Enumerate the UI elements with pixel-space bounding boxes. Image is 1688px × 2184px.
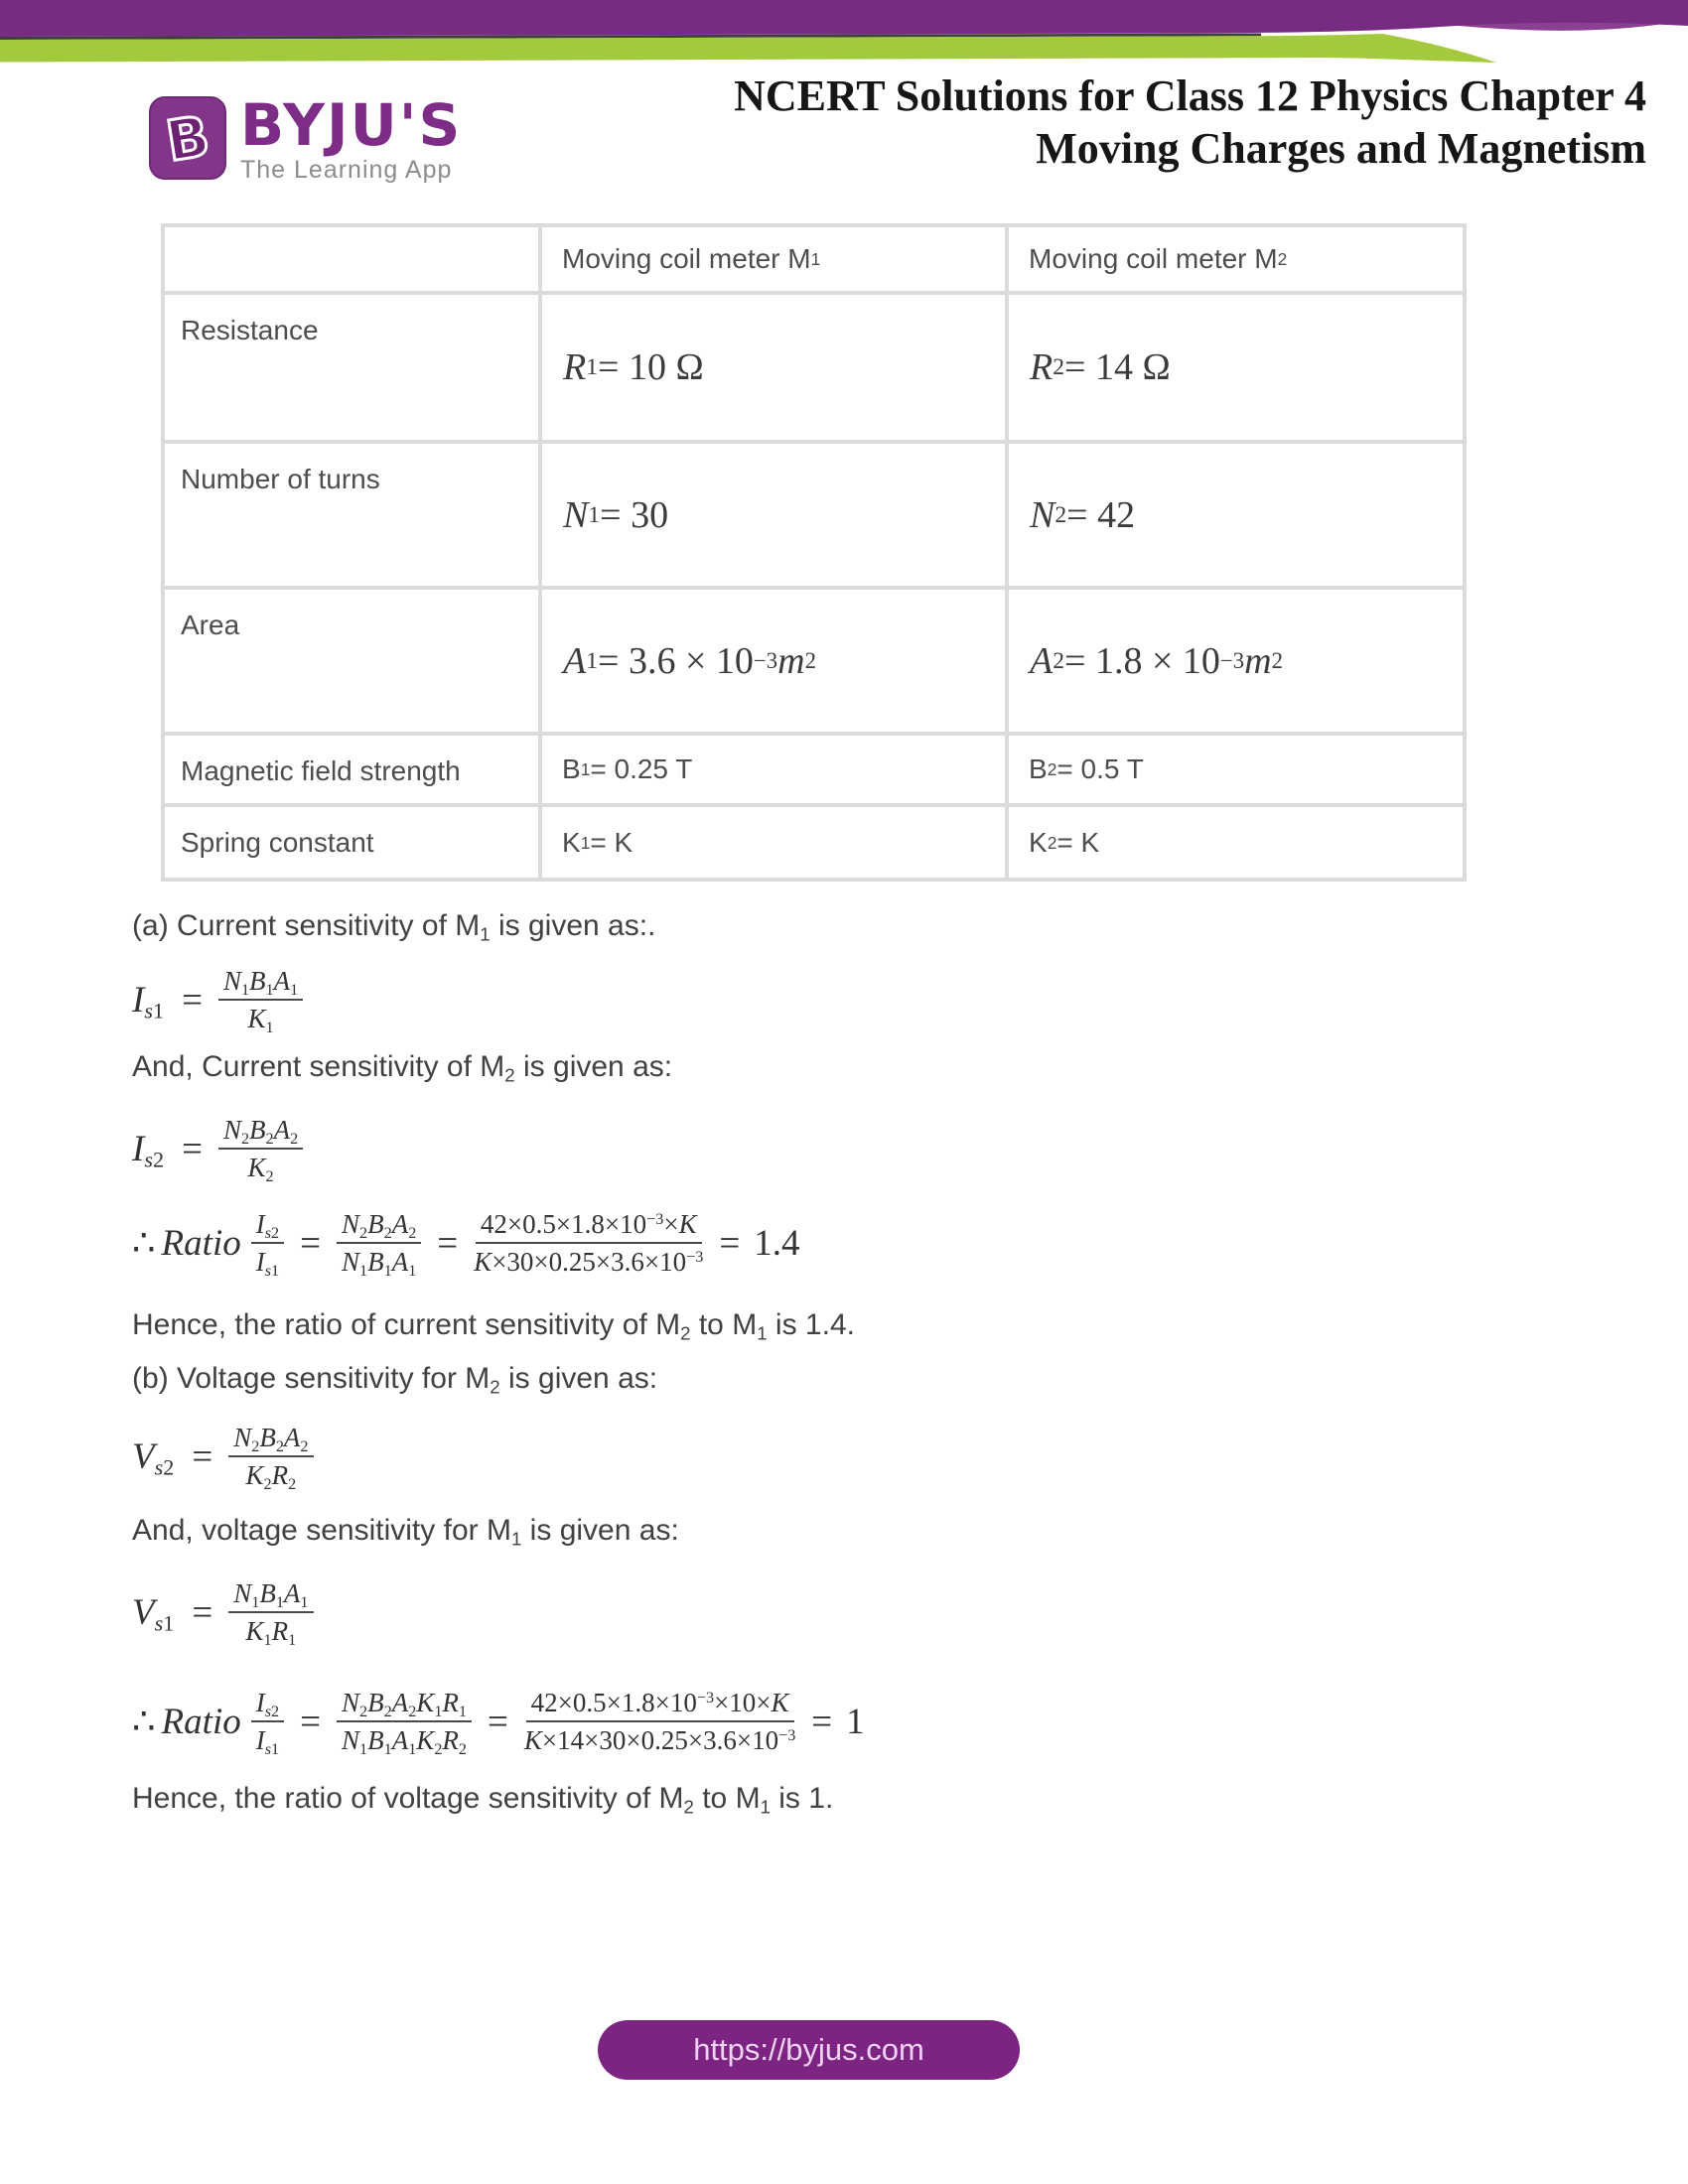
para-current-sensitivity-a: (a) Current sensitivity of $M_1$ is given as:.: [132, 909, 656, 945]
table-row-label: Magnetic field strength: [165, 736, 538, 803]
equation-result: 1.4: [754, 1222, 800, 1264]
equation-symbol: ∴: [132, 1223, 156, 1265]
table-value-m2: K 2 = K: [1009, 807, 1463, 878]
equation-result: 1: [846, 1701, 865, 1742]
fraction: $\frac{N_1B_1A_1}{K_1}$: [218, 966, 303, 1033]
equals-sign: =: [437, 1222, 459, 1264]
parameters-table: [161, 223, 1467, 882]
byjus-logo-name: BYJU'S: [240, 91, 463, 159]
equals-sign: =: [182, 979, 203, 1021]
table-value-m1: B 1 = 0.25 T: [542, 736, 1005, 803]
equation-symbol: ∴: [132, 1702, 156, 1743]
para-hence-voltage-ratio: Hence, the ratio of voltage sensitivity of $M_2$ to $M_1$ is 1.: [132, 1782, 834, 1818]
table-row-label: Area: [165, 590, 538, 732]
fraction: $\frac{N_2B_2A_2K_1R_1}{N_1B_1A_1K_2R_2}$: [337, 1688, 472, 1755]
byjus-url-button[interactable]: [598, 2020, 1020, 2080]
byjus-logo-badge-icon: [149, 96, 226, 180]
equals-sign: =: [811, 1701, 833, 1742]
equals-sign: =: [192, 1435, 213, 1477]
table-value-m1: A 1 = 3.6 × 10 −3 m 2: [542, 590, 1005, 732]
equation-vs2: [132, 1423, 318, 1494]
equation-ratio-voltage: [132, 1688, 865, 1759]
fraction: $\frac{N_2B_2A_2}{K_2}$: [218, 1115, 303, 1182]
table-row-label: Resistance: [165, 295, 538, 440]
table-value-m2: B 2 = 0.5 T: [1009, 736, 1463, 803]
byjus-url-label: https://byjus.com: [693, 2032, 924, 2067]
table-value-m1: N 1 = 30: [542, 444, 1005, 586]
equals-sign: =: [300, 1222, 321, 1264]
table-value-m2: A 2 = 1.8 × 10 −3 m 2: [1009, 590, 1463, 732]
para-voltage-sensitivity-b: (b) Voltage sensitivity for $M_2$ is given as:: [132, 1362, 658, 1398]
equation-symbol: $I_{s1}$: [132, 979, 165, 1024]
fraction: $\frac{N_2B_2A_2}{K_2R_2}$: [228, 1423, 313, 1490]
equals-sign: =: [488, 1701, 508, 1742]
equals-sign: =: [182, 1128, 203, 1169]
equation-symbol: $V_{s2}$: [132, 1435, 175, 1480]
fraction: $\frac{I_{s2}}{I_{s1}}$: [251, 1209, 284, 1277]
equation-symbol: $V_{s1}$: [132, 1591, 175, 1636]
equation-is1: [132, 966, 307, 1037]
table-row-label: Number of turns: [165, 444, 538, 586]
table-value-m2: N 2 = 42: [1009, 444, 1463, 586]
svg-text:B: B: [162, 104, 214, 175]
byjus-logo-tagline: The Learning App: [240, 156, 453, 184]
document-title-line1: NCERT Solutions for Class 12 Physics Chapter 4: [734, 71, 1646, 120]
document-title: [734, 69, 1646, 175]
para-hence-current-ratio: Hence, the ratio of current sensitivity of $M_2$ to $M_1$ is 1.4.: [132, 1308, 855, 1344]
table-row-label: Spring constant: [165, 807, 538, 878]
para-and-voltage-sensitivity: And, voltage sensitivity for $M_1$ is given as:: [132, 1514, 679, 1550]
equals-sign: =: [719, 1222, 741, 1264]
table-header-m1: Moving coil meter M 1: [542, 227, 1005, 291]
equation-ratio-current: [132, 1209, 800, 1281]
table-header-empty: [165, 227, 538, 291]
header-wave-banner: [0, 0, 1688, 79]
equation-symbol: $I_{s2}$: [132, 1128, 165, 1172]
equation-vs1: [132, 1578, 318, 1650]
byjus-logo: [149, 91, 463, 185]
fraction: $\frac{N_2B_2A_2}{N_1B_1A_1}$: [337, 1209, 421, 1277]
wave-purple-main: [0, 0, 1688, 37]
table-header-m2: Moving coil meter M 2: [1009, 227, 1463, 291]
byjus-logo-words: [240, 91, 463, 185]
fraction: $\frac{42\times 0.5\times 1.8\times 10^{-3}\times K}{K\times 30\times 0.25\times 3.6\times 10^{-3}}$: [474, 1209, 704, 1278]
para-and-current-sensitivity: And, Current sensitivity of $M_2$ is given as:: [132, 1050, 673, 1086]
equals-sign: =: [300, 1701, 321, 1742]
equals-sign: =: [192, 1591, 213, 1633]
table-value-m1: R 1 = 10 Ω: [542, 295, 1005, 440]
fraction: $\frac{42\times 0.5\times 1.8\times 10^{-3}\times 10\times K}{K\times 14\times 30\times 0.25\times 3.6\times 10^{-3}}$: [523, 1688, 796, 1756]
equation-symbol: Ratio: [161, 1222, 241, 1264]
equation-symbol: Ratio: [161, 1701, 241, 1742]
table-value-m2: R 2 = 14 Ω: [1009, 295, 1463, 440]
table-value-m1: K 1 = K: [542, 807, 1005, 878]
fraction: $\frac{I_{s2}}{I_{s1}}$: [251, 1688, 284, 1755]
document-title-line2: Moving Charges and Magnetism: [1036, 124, 1646, 173]
equation-is2: [132, 1115, 307, 1186]
fraction: $\frac{N_1B_1A_1}{K_1R_1}$: [228, 1578, 313, 1646]
